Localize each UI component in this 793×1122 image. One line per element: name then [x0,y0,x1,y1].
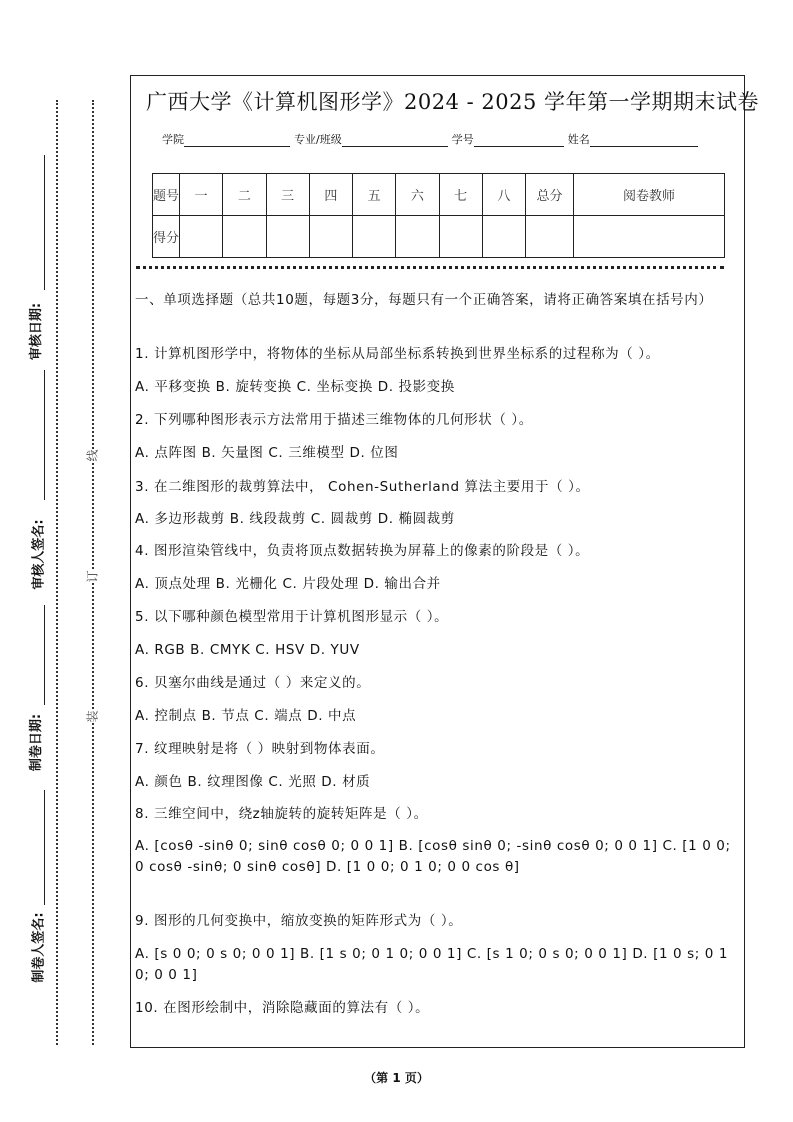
score-cell[interactable] [353,216,396,258]
section-heading: 一、单项选择题（总共10题，每题3分，每题只有一个正确答案，请将正确答案填在括号内） [135,292,713,308]
creator-sign-line [44,790,45,905]
score-table-score-row [153,216,725,258]
question-3: 3. 在二维图形的裁剪算法中， Cohen-Sutherland 算法主要用于（ ）。 [135,479,590,495]
field-name-label: 姓名 [567,133,590,146]
score-cell[interactable] [574,216,725,258]
creator-sign-label: 制卷人签名: [31,912,47,983]
score-cell[interactable] [439,216,482,258]
review-date-line [44,155,45,290]
binding-mark-zhuang: 装 [85,710,100,723]
col-3: 三 [266,174,309,216]
field-id-blank[interactable] [474,132,564,147]
binding-mark-ding: 订 [85,570,100,583]
field-college-blank[interactable] [184,132,290,147]
score-cell[interactable] [266,216,309,258]
score-cell[interactable] [309,216,352,258]
row-label-score: 得分 [153,216,180,258]
question-8: 8. 三维空间中，绕z轴旋转的旋转矩阵是（ ）。 [135,806,428,822]
binding-dotted-line-outer [56,100,58,1045]
field-id-label: 学号 [451,133,474,146]
question-8-options: A. [cosθ -sinθ 0; sinθ cosθ 0; 0 0 1] B. [cosθ sinθ 0; -sinθ cosθ 0; 0 0 1] C. [1 0 0; 0 cosθ -sinθ; 0 sinθ cosθ] D. [1 0 0; 0 1 0; 0 0 cos θ] [135,838,731,875]
score-cell[interactable] [180,216,223,258]
reviewer-sign-label: 审核人签名: [31,519,47,590]
score-cell[interactable] [482,216,525,258]
binding-mark-xian: 线 [85,449,100,462]
question-5: 5. 以下哪种颜色模型常用于计算机图形显示（ ）。 [135,609,449,625]
field-name-blank[interactable] [590,132,698,147]
question-4-options: A. 顶点处理 B. 光栅化 C. 片段处理 D. 输出合并 [135,576,441,592]
student-info-row [162,131,702,147]
question-7: 7. 纹理映射是将（ ）映射到物体表面。 [135,741,385,757]
col-7: 七 [439,174,482,216]
row-label-question-no: 题号 [153,174,180,216]
question-5-options: A. RGB B. CMYK C. HSV D. YUV [135,642,360,658]
score-cell[interactable] [223,216,266,258]
col-4: 四 [309,174,352,216]
question-1: 1. 计算机图形学中，将物体的坐标从局部坐标系转换到世界坐标系的过程称为（ ）。 [135,346,660,362]
question-9-options: A. [s 0 0; 0 s 0; 0 0 1] B. [1 s 0; 0 1 0; 0 0 1] C. [s 1 0; 0 s 0; 0 0 1] D. [1 0 s; 0 1 0; 0 0 1] [135,946,729,983]
score-cell[interactable] [396,216,439,258]
col-total: 总分 [526,174,574,216]
question-6-options: A. 控制点 B. 节点 C. 端点 D. 中点 [135,708,357,724]
question-2: 2. 下列哪种图形表示方法常用于描述三维物体的几何形状（ ）。 [135,412,533,428]
dotted-separator [136,266,724,269]
question-1-options: A. 平移变换 B. 旋转变换 C. 坐标变换 D. 投影变换 [135,379,455,395]
score-table-header-row [153,174,725,216]
reviewer-sign-line [44,370,45,500]
col-8: 八 [482,174,525,216]
col-5: 五 [353,174,396,216]
exam-title: 广西大学《计算机图形学》2024 - 2025 学年第一学期期末试卷 [146,90,760,114]
question-3-options: A. 多边形裁剪 B. 线段裁剪 C. 圆裁剪 D. 椭圆裁剪 [135,511,455,527]
question-10: 10. 在图形绘制中，消除隐藏面的算法有（ ）。 [135,1000,430,1016]
question-4: 4. 图形渲染管线中，负责将顶点数据转换为屏幕上的像素的阶段是（ ）。 [135,543,590,559]
creator-date-line [44,605,45,705]
question-7-options: A. 颜色 B. 纹理图像 C. 光照 D. 材质 [135,774,371,790]
col-6: 六 [396,174,439,216]
col-1: 一 [180,174,223,216]
col-2: 二 [223,174,266,216]
col-grader: 阅卷教师 [574,174,725,216]
creator-date-label: 制卷日期: [29,713,45,772]
page-number: （第 1 页） [364,1071,429,1085]
field-college-label: 学院 [162,133,184,146]
review-date-label: 审核日期: [29,302,45,361]
score-table [152,173,725,258]
score-cell[interactable] [526,216,574,258]
field-major-label: 专业/班级 [294,133,342,146]
question-6: 6. 贝塞尔曲线是通过（ ）来定义的。 [135,675,371,691]
question-2-options: A. 点阵图 B. 矢量图 C. 三维模型 D. 位图 [135,445,399,461]
field-major-blank[interactable] [342,132,448,147]
question-9: 9. 图形的几何变换中，缩放变换的矩阵形式为（ ）。 [135,913,463,929]
